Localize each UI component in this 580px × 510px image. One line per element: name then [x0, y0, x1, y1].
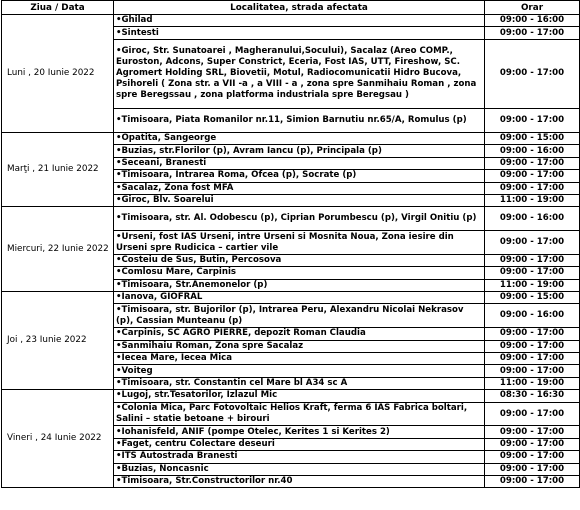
time-cell: 09:00 - 16:00 — [485, 15, 580, 27]
time-cell: 09:00 - 17:00 — [485, 267, 580, 279]
time-cell: 09:00 - 17:00 — [485, 463, 580, 475]
location-cell: •Giroc, Blv. Soarelui — [114, 194, 485, 206]
location-cell: •Comlosu Mare, Carpinis — [114, 267, 485, 279]
time-cell: 09:00 - 17:00 — [485, 402, 580, 426]
table-row — [2, 207, 580, 231]
location-cell: •Ianova, GIOFRAL — [114, 292, 485, 304]
time-cell: 09:00 - 17:00 — [485, 340, 580, 352]
location-cell: •Voiteg — [114, 365, 485, 377]
location-cell: •Sacalaz, Zona fost MFA — [114, 182, 485, 194]
time-cell: 09:00 - 17:00 — [485, 475, 580, 487]
time-cell: 08:30 - 16:30 — [485, 390, 580, 402]
time-cell: 09:00 - 17:00 — [485, 39, 580, 108]
time-cell: 09:00 - 17:00 — [485, 182, 580, 194]
time-cell: 09:00 - 17:00 — [485, 365, 580, 377]
day-cell: Miercuri, 22 Iunie 2022 — [2, 207, 114, 292]
location-cell: •Opatita, Sangeorge — [114, 132, 485, 144]
location-cell: •ITS Autostrada Branesti — [114, 451, 485, 463]
time-cell: 09:00 - 17:00 — [485, 231, 580, 255]
table-row — [2, 132, 580, 144]
location-cell: •Sanmihaiu Roman, Zona spre Sacalaz — [114, 340, 485, 352]
location-cell: •Timisoara, Str.Anemonelor (p) — [114, 279, 485, 291]
time-cell: 09:00 - 15:00 — [485, 132, 580, 144]
time-cell: 09:00 - 17:00 — [485, 438, 580, 450]
time-cell: 09:00 - 17:00 — [485, 157, 580, 169]
header-day: Ziua / Data — [2, 1, 114, 15]
location-cell: •Costeiu de Sus, Butin, Percosova — [114, 254, 485, 266]
location-cell: •Sintesti — [114, 27, 485, 39]
table-row — [2, 292, 580, 304]
header-time: Orar — [485, 1, 580, 15]
time-cell: 09:00 - 17:00 — [485, 353, 580, 365]
location-cell: •Timisoara, str. Bujorilor (p), Intrarea Peru, Alexandru Nicolai Nekrasov (p), Cassian Munteanu (p) — [114, 304, 485, 328]
day-cell: Vineri , 24 Iunie 2022 — [2, 390, 114, 488]
location-cell: •Urseni, fost IAS Urseni, intre Urseni si Mosnita Noua, Zona iesire din Urseni spre Rudicica – cartier vile — [114, 231, 485, 255]
location-cell: •Iohanisfeld, ANIF (pompe Otelec, Kerites 1 si Kerites 2) — [114, 426, 485, 438]
location-cell: •Ghilad — [114, 15, 485, 27]
time-cell: 09:00 - 17:00 — [485, 27, 580, 39]
time-cell: 09:00 - 17:00 — [485, 328, 580, 340]
location-cell: •Buzias, str.Florilor (p), Avram Iancu (p), Principala (p) — [114, 145, 485, 157]
time-cell: 09:00 - 15:00 — [485, 292, 580, 304]
day-cell: Marţi , 21 Iunie 2022 — [2, 132, 114, 206]
time-cell: 11:00 - 19:00 — [485, 279, 580, 291]
location-cell: •Iecea Mare, Iecea Mica — [114, 353, 485, 365]
location-cell: •Colonia Mica, Parc Fotovoltaic Helios Kraft, ferma 6 IAS Fabrica boltari, Salini – statie betoane + birouri — [114, 402, 485, 426]
header-row — [2, 1, 580, 15]
location-cell: •Carpinis, SC AGRO PIERRE, depozit Roman Claudia — [114, 328, 485, 340]
time-cell: 09:00 - 17:00 — [485, 170, 580, 182]
location-cell: •Timisoara, Piata Romanilor nr.11, Simion Barnutiu nr.65/A, Romulus (p) — [114, 109, 485, 133]
day-cell: Joi , 23 Iunie 2022 — [2, 292, 114, 390]
day-cell: Luni , 20 Iunie 2022 — [2, 15, 114, 133]
location-cell: •Buzias, Noncasnic — [114, 463, 485, 475]
table-row — [2, 390, 580, 402]
time-cell: 09:00 - 16:00 — [485, 145, 580, 157]
location-cell: •Timisoara, Intrarea Roma, Ofcea (p), Socrate (p) — [114, 170, 485, 182]
location-cell: •Lugoj, str.Tesatorilor, Izlazul Mic — [114, 390, 485, 402]
time-cell: 09:00 - 17:00 — [485, 451, 580, 463]
time-cell: 09:00 - 16:00 — [485, 207, 580, 231]
outage-schedule-table — [1, 0, 580, 488]
time-cell: 11:00 - 19:00 — [485, 194, 580, 206]
table-row — [2, 15, 580, 27]
time-cell: 09:00 - 16:00 — [485, 304, 580, 328]
location-cell: •Timisoara, str. Constantin cel Mare bl A34 sc A — [114, 377, 485, 389]
time-cell: 09:00 - 17:00 — [485, 426, 580, 438]
location-cell: •Timisoara, str. Al. Odobescu (p), Ciprian Porumbescu (p), Virgil Onitiu (p) — [114, 207, 485, 231]
time-cell: 09:00 - 17:00 — [485, 254, 580, 266]
header-location: Localitatea, strada afectata — [114, 1, 485, 15]
schedule-body — [2, 15, 580, 488]
time-cell: 09:00 - 17:00 — [485, 109, 580, 133]
location-cell: •Giroc, Str. Sunatoarei , Magheranului,Socului), Sacalaz (Areo COMP., Euroston, Adcons, Super Constrict, Eceria, Fost IAS, UTT, Fireshow, SC. Agromert Holding SRL, Biovetii, Motul, Radiocomunicatii Hidro Bucova, Psihoreli ( Zona str. a VII -a , a VIII - a , zona spre Sanmihaiu Roman , zona spre Beregssau , zona platforma industriala spre Beregsau ) — [114, 39, 485, 108]
time-cell: 11:00 - 19:00 — [485, 377, 580, 389]
location-cell: •Faget, centru Colectare deseuri — [114, 438, 485, 450]
location-cell: •Seceani, Branesti — [114, 157, 485, 169]
location-cell: •Timisoara, Str.Constructorilor nr.40 — [114, 475, 485, 487]
